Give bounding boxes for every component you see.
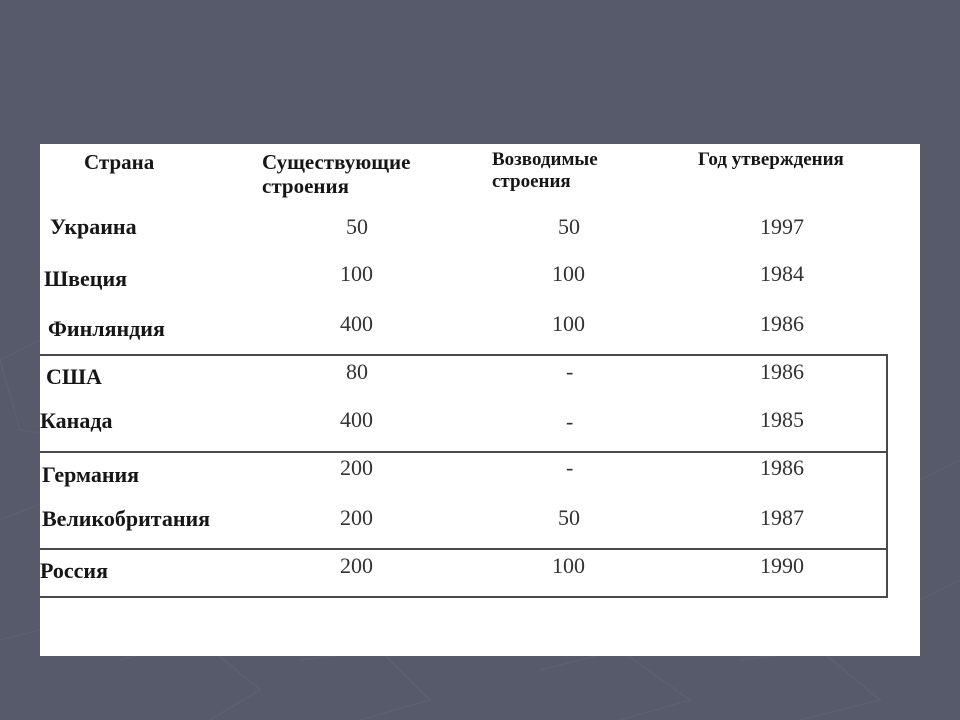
row-country: Швеция: [44, 266, 128, 291]
row-existing: 200: [340, 455, 373, 480]
row-year: 1986: [760, 455, 804, 480]
row-building: 100: [552, 311, 585, 336]
row-country: Канада: [40, 408, 113, 433]
row-existing: 200: [340, 553, 373, 578]
table-divider: [40, 451, 888, 453]
row-building: 50: [558, 505, 580, 530]
row-existing: 400: [340, 311, 373, 336]
table-right-border: [886, 354, 888, 598]
row-country: Россия: [40, 558, 108, 583]
comparison-table: [40, 144, 887, 598]
table-bottom-border: [40, 596, 888, 598]
table-divider: [40, 548, 888, 550]
row-building: 100: [552, 553, 585, 578]
row-year: 1986: [760, 311, 804, 336]
row-existing: 50: [346, 214, 368, 239]
header-existing: Существующие строения: [262, 150, 411, 198]
row-country: США: [46, 364, 102, 389]
row-year: 1984: [760, 261, 804, 286]
table-image-sheet: [40, 144, 920, 656]
row-country: Финляндия: [48, 316, 165, 341]
row-year: 1997: [760, 214, 804, 239]
table-divider: [40, 354, 888, 356]
row-existing: 100: [340, 261, 373, 286]
row-building: -: [566, 409, 574, 434]
row-building: 100: [552, 261, 585, 286]
row-existing: 80: [346, 359, 368, 384]
header-building: Возводимые строения: [492, 149, 598, 192]
header-country: Страна: [84, 150, 155, 174]
row-year: 1985: [760, 407, 804, 432]
row-year: 1990: [760, 553, 804, 578]
row-country: Украина: [50, 214, 137, 239]
header-year: Год утверждения: [698, 149, 844, 170]
row-country: Германия: [42, 462, 140, 487]
row-country: Великобритания: [42, 506, 211, 531]
row-year: 1987: [760, 505, 804, 530]
row-building: -: [566, 359, 574, 384]
row-existing: 200: [340, 505, 373, 530]
row-building: 50: [558, 214, 580, 239]
row-existing: 400: [340, 407, 373, 432]
row-year: 1986: [760, 359, 804, 384]
row-building: -: [566, 455, 574, 480]
